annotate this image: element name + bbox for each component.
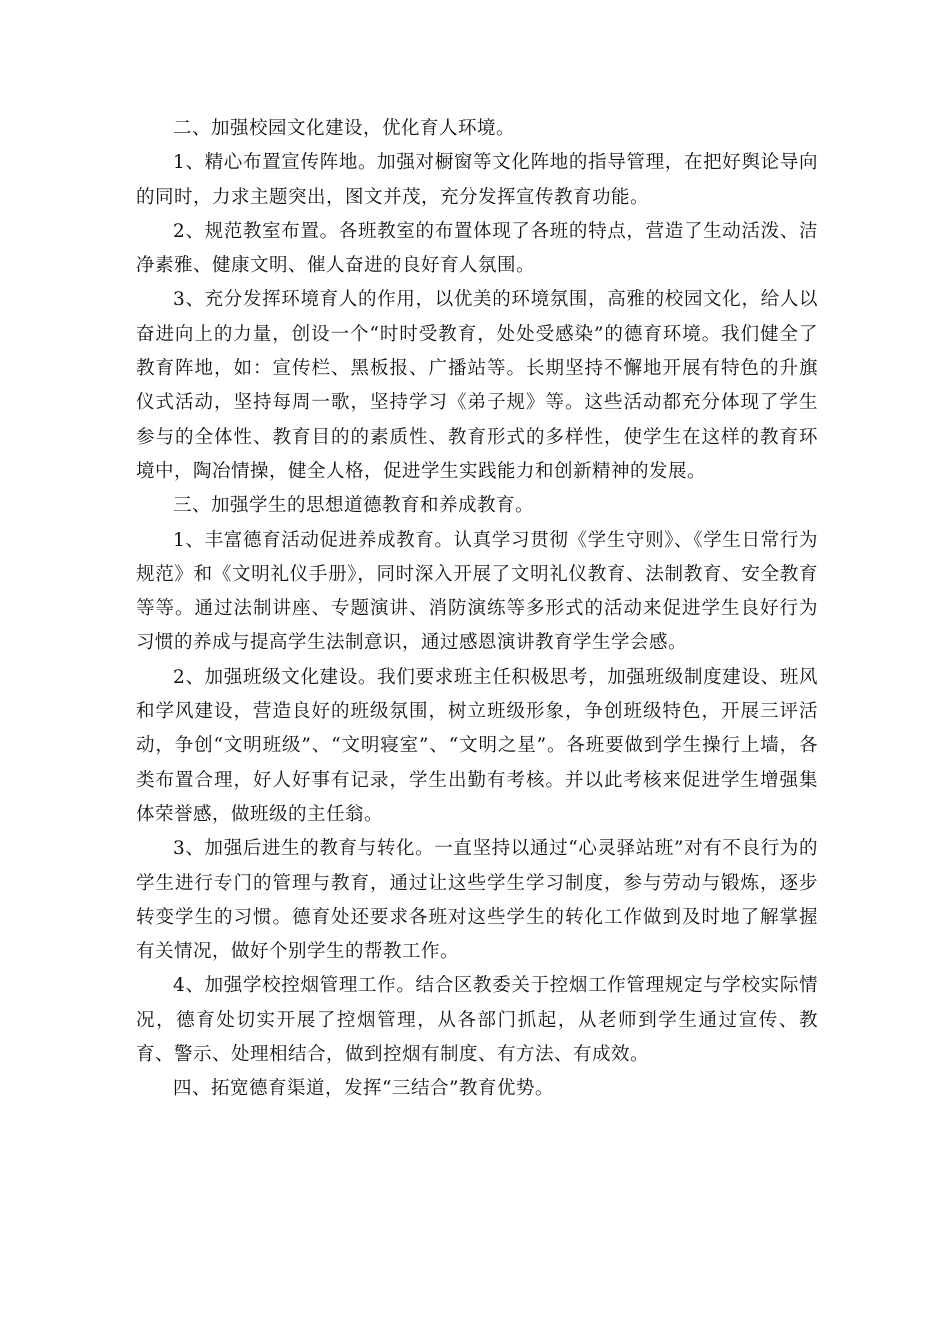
paragraph: 2、加强班级文化建设。我们要求班主任积极思考，加强班级制度建设、班风和学风建设，营造良好的班级氛围，树立班级形象，争创班级特色，开展三评活动，争创“文明班级”、“文明寝室”、“文明之星”。各班要做到学生操行上墙，各类布置合理，好人好事有记录，学生出勤有考核。并以此考核来促进学生增强集体荣誉感，做班级的主任翁。 (136, 666, 818, 825)
paragraph: 1、精心布置宣传阵地。加强对橱窗等文化阵地的指导管理，在把好舆论导向的同时，力求主题突出，图文并茂，充分发挥宣传教育功能。 (136, 152, 818, 208)
paragraph: 1、丰富德育活动促进养成教育。认真学习贯彻《学生守则》、《学生日常行为规范》和《文明礼仪手册》，同时深入开展了文明礼仪教育、法制教育、安全教育等等。通过法制讲座、专题演讲、消防演练等多形式的活动来促进学生良好行为习惯的养成与提高学生法制意识，通过感恩演讲教育学生学会感。 (136, 529, 818, 654)
paragraph: 4、加强学校控烟管理工作。结合区教委关于控烟工作管理规定与学校实际情况，德育处切实开展了控烟管理，从各部门抓起，从老师到学生通过宣传、教育、警示、处理相结合，做到控烟有制度、有方法、有成效。 (136, 975, 818, 1066)
section-heading-2: 二、加强校园文化建设，优化育人环境。 (173, 118, 516, 139)
paragraph: 3、加强后进生的教育与转化。一直坚持以通过“心灵驿站班”对有不良行为的学生进行专门的管理与教育，通过让这些学生学习制度，参与劳动与锻炼，逐步转变学生的习惯。德育处还要求各班对这些学生的转化工作做到及时地了解掌握有关情况，做好个别学生的帮教工作。 (136, 838, 818, 963)
section-heading-3: 三、加强学生的思想道德教育和养成教育。 (173, 495, 535, 517)
paragraph: 3、充分发挥环境育人的作用，以优美的环境氛围，高雅的校园文化，给人以奋进向上的力量，创设一个“时时受教育，处处受感染”的德育环境。我们健全了教育阵地，如：宣传栏、黑板报、广播站等。长期坚持不懈地开展有特色的升旗仪式活动，坚持每周一歌，坚持学习《弟子规》等。这些活动都充分体现了学生参与的全体性、教育目的的素质性、教育形式的多样性，使学生在这样的教育环境中，陶冶情操，健全人格，促进学生实践能力和创新精神的发展。 (136, 289, 818, 482)
section-heading-4: 四、拓宽德育渠道，发挥“三结合”教育优势。 (173, 1078, 554, 1100)
paragraph: 2、规范教室布置。各班教室的布置体现了各班的特点，营造了生动活泼、洁净素雅、健康文明、催人奋进的良好育人氛围。 (136, 220, 818, 277)
document-page (136, 112, 818, 1107)
